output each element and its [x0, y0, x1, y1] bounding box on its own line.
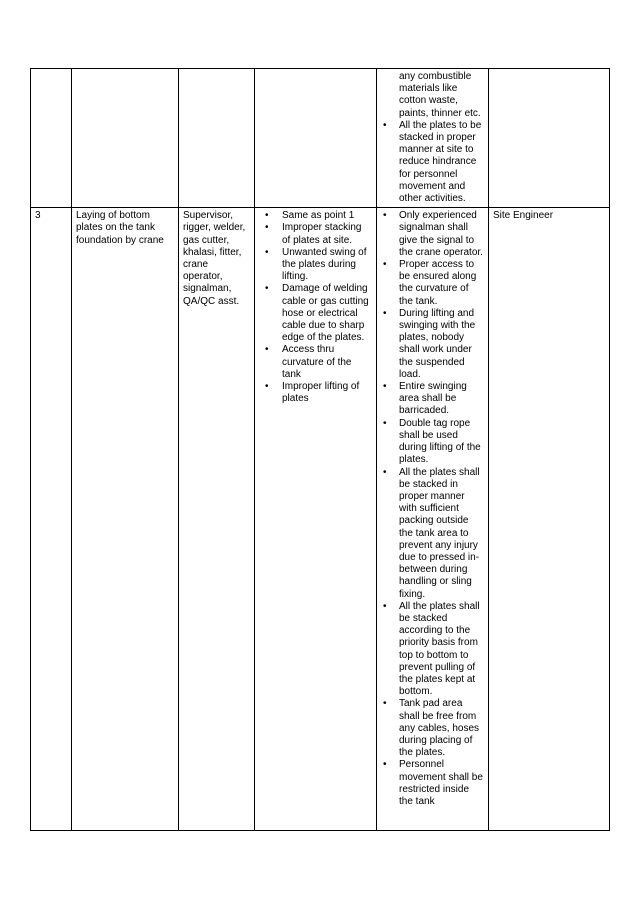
list-item: • During lifting and swinging with the plates, nobody shall work under the suspended load.: [381, 308, 484, 381]
list-item: • Personnel movement shall be restricted inside the tank: [381, 759, 484, 808]
cell-responsibility: [489, 69, 610, 208]
cell-sno: 3: [31, 208, 72, 831]
cell-activity: [72, 69, 179, 208]
list-item: • Double tag rope shall be used during lifting of the plates.: [381, 418, 484, 467]
list-item: • All the plates shall be stacked according to the priority basis from top to bottom to prevent pulling of the plates kept at bottom.: [381, 601, 484, 699]
cell-hazards: [255, 208, 377, 831]
table-row-3: [31, 208, 610, 831]
table-row-continued: [31, 69, 610, 208]
hazards-list: [259, 210, 372, 405]
list-item: any combustible materials like cotton waste, paints, thinner etc.: [399, 71, 481, 119]
list-item: • Tank pad area shall be free from any cables, hoses during placing of the plates.: [381, 698, 484, 759]
cell-hazards: [255, 69, 377, 208]
list-item: • All the plates shall be stacked in proper manner with sufficient packing outside the tank area to prevent any injury due to pressed in-between during handling or sling fixing.: [381, 467, 484, 601]
list-item: • Improper stacking of plates at site.: [259, 222, 372, 246]
cell-controls: [377, 69, 489, 208]
list-item: • Only experienced signalman shall give the signal to the crane operator.: [381, 210, 484, 259]
list-item: • Entire swinging area shall be barricaded.: [381, 381, 484, 418]
list-item: • Damage of welding cable or gas cutting hose or electrical cable due to sharp edge of the plates.: [259, 283, 372, 344]
risk-assessment-table: [30, 68, 610, 831]
list-item: • All the plates to be stacked in proper manner at site to reduce hindrance for personnel movement and other activities.: [381, 120, 484, 205]
cell-responsibility: Site Engineer: [489, 208, 610, 831]
cell-sno: [31, 69, 72, 208]
list-item: • Unwanted swing of the plates during lifting.: [259, 247, 372, 284]
cell-personnel: Supervisor, rigger, welder, gas cutter, khalasi, fitter, crane operator, signalman, QA/QC asst.: [179, 208, 255, 831]
list-item: • Access thru curvature of the tank: [259, 344, 372, 381]
list-item: • Improper lifting of plates: [259, 381, 372, 405]
list-item: • Same as point 1: [259, 210, 372, 222]
controls-list: [381, 210, 484, 808]
cell-personnel: [179, 69, 255, 208]
list-item: • Proper access to be ensured along the curvature of the tank.: [381, 259, 484, 308]
cell-controls: [377, 208, 489, 831]
cell-activity: Laying of bottom plates on the tank foundation by crane: [72, 208, 179, 831]
controls-list: [381, 71, 484, 205]
